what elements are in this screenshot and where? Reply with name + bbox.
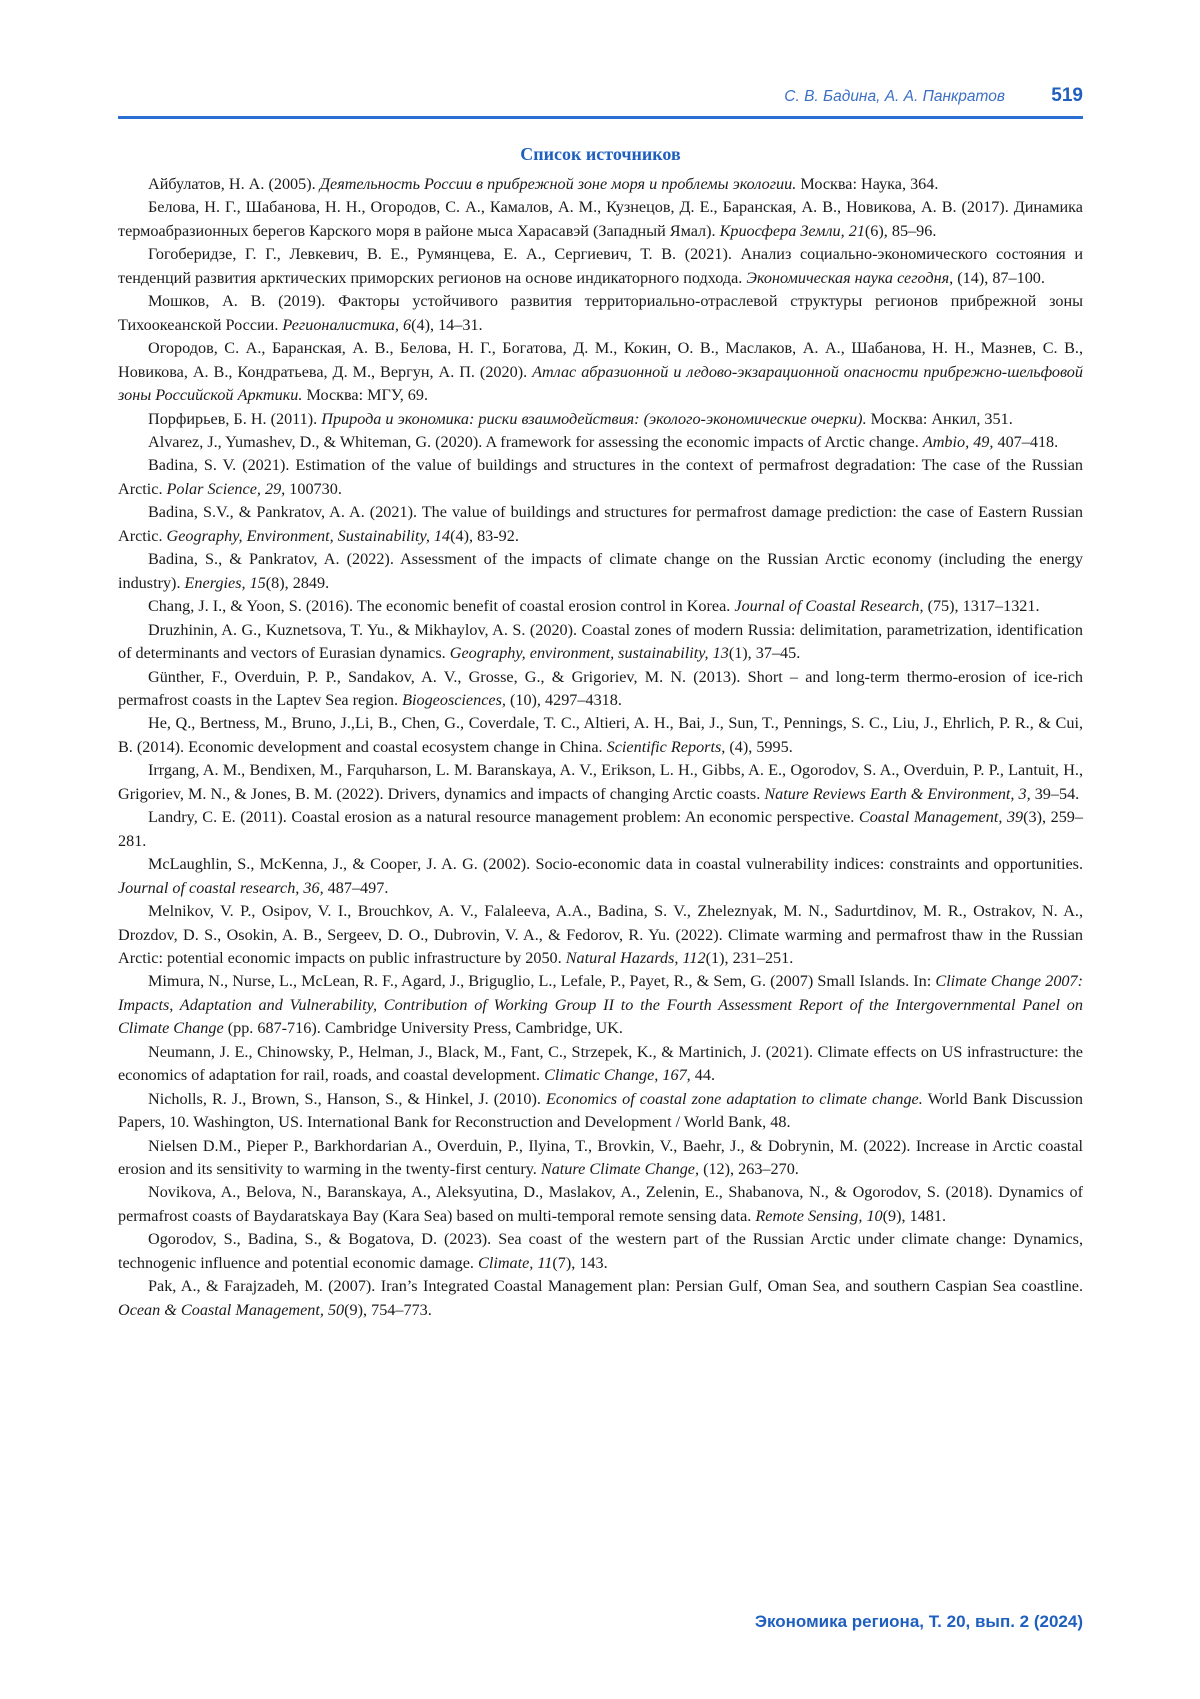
reference-item	[118, 900, 1083, 970]
reference-source: Регионалистика, 6	[282, 315, 412, 334]
reference-source: Energies, 15	[184, 573, 266, 592]
reference-text: 44.	[690, 1066, 715, 1085]
reference-text: (9), 1481.	[882, 1206, 947, 1225]
reference-source: Ambio, 49,	[922, 432, 994, 451]
reference-text: Melnikov, V. P., Osipov, V. I., Brouchkov, A. V., Falaleeva, A.A., Badina, S. V., Zheleznyak, M. N., Sadurtdinov, M. R., Ostrakov, N. A., Drozdov, D. S., Osokin, A. B., Sergeev, D. O., Dubrovin, V. A., & Fedorov, R. Yu. (2022). Climate warming and permafrost thaw in the Russian Arctic: potential economic impacts on public infrastructure by 2050.	[118, 902, 1083, 967]
reference-text: Chang, J. I., & Yoon, S. (2016). The economic benefit of coastal erosion control in Korea.	[148, 597, 735, 616]
reference-source: Natural Hazards, 112	[565, 948, 706, 967]
reference-text: (10), 4297–4318.	[505, 690, 622, 709]
reference-item	[118, 1041, 1083, 1088]
reference-text: (14), 87–100.	[953, 268, 1045, 287]
reference-text: Айбулатов, Н. А. (2005).	[148, 175, 320, 193]
reference-text: He, Q., Bertness, M., Bruno, J.,Li, B., Chen, G., Coverdale, T. C., Altieri, A. H., Bai, J., Sun, T., Pennings, S. C., Liu, J., Ehrlich, P. R., & Cui, B. (2014). Economic development and coastal ecosystem change in China.	[118, 714, 1083, 756]
reference-source: Journal of Coastal Research,	[734, 597, 924, 616]
reference-text: Nicholls, R. J., Brown, S., Hanson, S., & Hinkel, J. (2010).	[148, 1089, 547, 1108]
reference-source: Криосфера Земли, 21	[719, 221, 865, 240]
reference-text: Москва: Анкил, 351.	[866, 409, 1013, 428]
reference-item	[118, 548, 1083, 595]
reference-text: 407–418.	[993, 432, 1059, 451]
reference-source: Coastal Management, 39	[858, 808, 1024, 827]
reference-source: Climate, 11	[478, 1253, 553, 1272]
reference-text: Novikova, A., Belova, N., Baranskaya, A., Aleksyutina, D., Maslakov, A., Zelenin, E., Shabanova, N., & Ogorodov, S. (2018). Dynamics of permafrost coasts of Baydaratskaya Bay (Kara Sea) based on multi-temporal remote sensing data.	[118, 1183, 1083, 1225]
reference-text: Мошков, А. В. (2019). Факторы устойчивого развития территориально-отраслевой структуры регионов прибрежной зоны Тихоокеанской России.	[118, 292, 1083, 334]
reference-text: Irrgang, A. M., Bendixen, M., Farquharson, L. M. Baranskaya, A. V., Erikson, L. H., Gibbs, A. E., Ogorodov, S. A., Overduin, P. P., Lantuit, H., Grigoriev, M. N., & Jones, B. M. (2022). Drivers, dynamics and impacts of changing Arctic coasts.	[118, 761, 1083, 803]
reference-text: Pak, A., & Farajzadeh, M. (2007). Iran’s Integrated Coastal Management plan: Persian Gulf, Oman Sea, and southern Caspian Sea coastline.	[148, 1277, 1083, 1296]
reference-source: Economics of coastal zone adaptation to climate change.	[546, 1089, 923, 1108]
reference-item	[118, 806, 1083, 853]
reference-text: Neumann, J. E., Chinowsky, P., Helman, J., Black, M., Fant, C., Strzepek, K., & Martinich, J. (2021). Climate effects on US infrastructure: the economics of adaptation for rail, roads, and coastal development.	[118, 1042, 1083, 1085]
reference-source: Polar Science, 29,	[166, 479, 286, 498]
reference-item	[118, 666, 1083, 713]
reference-item	[118, 501, 1083, 548]
reference-item	[118, 1275, 1083, 1322]
reference-source: Атлас абразионной и ледово-экзарационной опасности прибрежно-шельфовой зоны Российской Арктики.	[118, 362, 1083, 405]
reference-text: Badina, S. V. (2021). Estimation of the value of buildings and structures in the context of permafrost degradation: The case of the Russian Arctic.	[118, 456, 1083, 498]
reference-text: Badina, S., & Pankratov, A. (2022). Assessment of the impacts of climate change on the Russian Arctic economy (including the energy industry).	[118, 550, 1083, 592]
reference-text: (12), 263–270.	[699, 1160, 799, 1179]
reference-text: Белова, Н. Г., Шабанова, Н. Н., Огородов, С. А., Камалов, А. М., Кузнецов, Д. Е., Баранская, А. В., Новикова, А. В. (2017). Динамика термоабразионных берегов Карского моря в районе мыса Харасавэй (Западный Ямал).	[118, 198, 1083, 240]
reference-item	[118, 853, 1083, 900]
reference-item	[118, 454, 1083, 501]
reference-text: (9), 754–773.	[344, 1300, 432, 1319]
reference-source: Scientific Reports,	[606, 737, 726, 756]
reference-item	[118, 337, 1083, 407]
reference-text: Гогоберидзе, Г. Г., Левкевич, В. Е., Румянцева, Е. А., Сергиевич, Т. В. (2021). Анализ социально-экономического состояния и тенденций развития арктических приморских регионов на основе индикаторного подхода.	[118, 245, 1083, 287]
page-number: 519	[1051, 85, 1083, 106]
reference-text: (4), 5995.	[725, 737, 793, 756]
reference-text: (7), 143.	[552, 1253, 608, 1272]
reference-text: World Bank Discussion Papers, 10. Washington, US. International Bank for Reconstruction and Development / World Bank, 48.	[118, 1089, 1084, 1132]
reference-source: Climate Change 2007: Impacts, Adaptation and Vulnerability, Contribution of Working Group II to the Fourth Assessment Report of the Intergovernmental Panel on Climate Change	[118, 972, 1083, 1038]
reference-item	[118, 173, 1083, 196]
reference-text: (8), 2849.	[265, 573, 330, 592]
reference-item	[118, 595, 1083, 618]
reference-item	[118, 759, 1083, 806]
reference-item	[118, 243, 1083, 290]
reference-item	[118, 712, 1083, 759]
reference-text: Москва: МГУ, 69.	[302, 386, 429, 405]
reference-text: 39–54.	[1030, 784, 1080, 803]
reference-item	[118, 196, 1083, 243]
reference-source: Природа и экономика: риски взаимодействия: (эколого-экономические очерки).	[321, 409, 867, 428]
reference-item	[118, 408, 1083, 431]
reference-text: Москва: Наука, 364.	[796, 175, 939, 193]
reference-item	[118, 1181, 1083, 1228]
reference-text: 100730.	[285, 479, 342, 498]
reference-source: Деятельность России в прибрежной зоне моря и проблемы экологии.	[319, 175, 797, 193]
reference-item	[118, 1088, 1083, 1135]
reference-source: Journal of coastal research, 36,	[118, 878, 324, 897]
header-rule	[118, 116, 1083, 119]
reference-text: McLaughlin, S., McKenna, J., & Cooper, J. A. G. (2002). Socio-economic data in coastal vulnerability indices: constraints and opportunities.	[148, 855, 1083, 874]
reference-source: Remote Sensing, 10	[755, 1206, 883, 1225]
reference-item	[118, 1228, 1083, 1275]
reference-text: Ogorodov, S., Badina, S., & Bogatova, D. (2023). Sea coast of the western part of the Russian Arctic under climate change: Dynamics, technogenic influence and potential economic damage.	[118, 1230, 1083, 1272]
reference-list	[118, 173, 1083, 1322]
reference-text: (1), 231–251.	[705, 948, 794, 967]
reference-source: Biogeosciences,	[402, 690, 506, 709]
header-authors: С. В. Бадина, А. А. Панкратов	[784, 88, 1005, 105]
journal-footer: Экономика региона, Т. 20, вып. 2 (2024)	[754, 1612, 1083, 1631]
reference-text: Badina, S.V., & Pankratov, A. A. (2021). The value of buildings and structures for permafrost damage prediction: the case of Eastern Russian Arctic.	[118, 503, 1083, 545]
reference-text: Druzhinin, A. G., Kuznetsova, T. Yu., & Mikhaylov, A. S. (2020). Coastal zones of modern Russia: delimitation, parametrization, identification of determinants and vectors of Eurasian dynamics.	[118, 620, 1083, 663]
reference-source: Geography, environment, sustainability, 13	[449, 644, 729, 663]
reference-text: Огородов, С. А., Баранская, А. В., Белова, Н. Г., Богатова, Д. М., Кокин, О. В., Маслаков, А. А., Шабанова, Н. Н., Мазнев, С. В., Новикова, А. В., Кондратьева, Д. М., Вергун, А. П. (2020).	[118, 339, 1083, 381]
reference-text: (1), 37–45.	[728, 644, 801, 663]
reference-text: Nielsen D.M., Pieper P., Barkhordarian A., Overduin, P., Ilyina, T., Brovkin, V., Baehr, J., & Dobrynin, M. (2022). Increase in Arctic coastal erosion and its sensitivity to warming in the twenty-first century.	[118, 1136, 1083, 1179]
reference-text: (6), 85–96.	[864, 221, 937, 240]
reference-item	[118, 1135, 1083, 1182]
reference-text: (pp. 687-716). Cambridge University Press, Cambridge, UK.	[223, 1019, 623, 1038]
reference-text: Порфирьев, Б. Н. (2011).	[148, 409, 322, 428]
reference-source: Climatic Change, 167,	[544, 1066, 691, 1085]
reference-item	[118, 619, 1083, 666]
reference-source: Экономическая наука сегодня,	[746, 268, 954, 287]
reference-item	[118, 290, 1083, 337]
reference-text: Mimura, N., Nurse, L., McLean, R. F., Agard, J., Briguglio, L., Lefale, P., Payet, R., & Sem, G. (2007) Small Islands. In:	[148, 972, 936, 991]
reference-item	[118, 970, 1083, 1040]
reference-item	[118, 431, 1083, 454]
reference-source: Nature Reviews Earth & Environment, 3,	[764, 784, 1031, 803]
reference-text: (75), 1317–1321.	[923, 597, 1040, 616]
reference-text: (4), 83-92.	[450, 526, 519, 545]
section-title: Список источников	[520, 144, 681, 164]
reference-source: Nature Climate Change,	[540, 1160, 700, 1179]
reference-text: Landry, C. E. (2011). Coastal erosion as a natural resource management problem: An economic perspective.	[148, 808, 859, 827]
running-header	[118, 84, 1083, 118]
reference-text: (4), 14–31.	[411, 315, 483, 334]
reference-text: 487–497.	[323, 878, 389, 897]
reference-source: Ocean & Coastal Management, 50	[118, 1300, 345, 1319]
reference-text: Alvarez, J., Yumashev, D., & Whiteman, G. (2020). A framework for assessing the economic impacts of Arctic change.	[148, 432, 923, 451]
reference-text: (3), 259–281.	[118, 808, 1083, 850]
reference-source: Geography, Environment, Sustainability, 14	[166, 526, 451, 545]
reference-text: Günther, F., Overduin, P. P., Sandakov, A. V., Grosse, G., & Grigoriev, M. N. (2013). Short – and long-term thermo-erosion of ice-rich permafrost coasts in the Laptev Sea region.	[118, 667, 1083, 709]
